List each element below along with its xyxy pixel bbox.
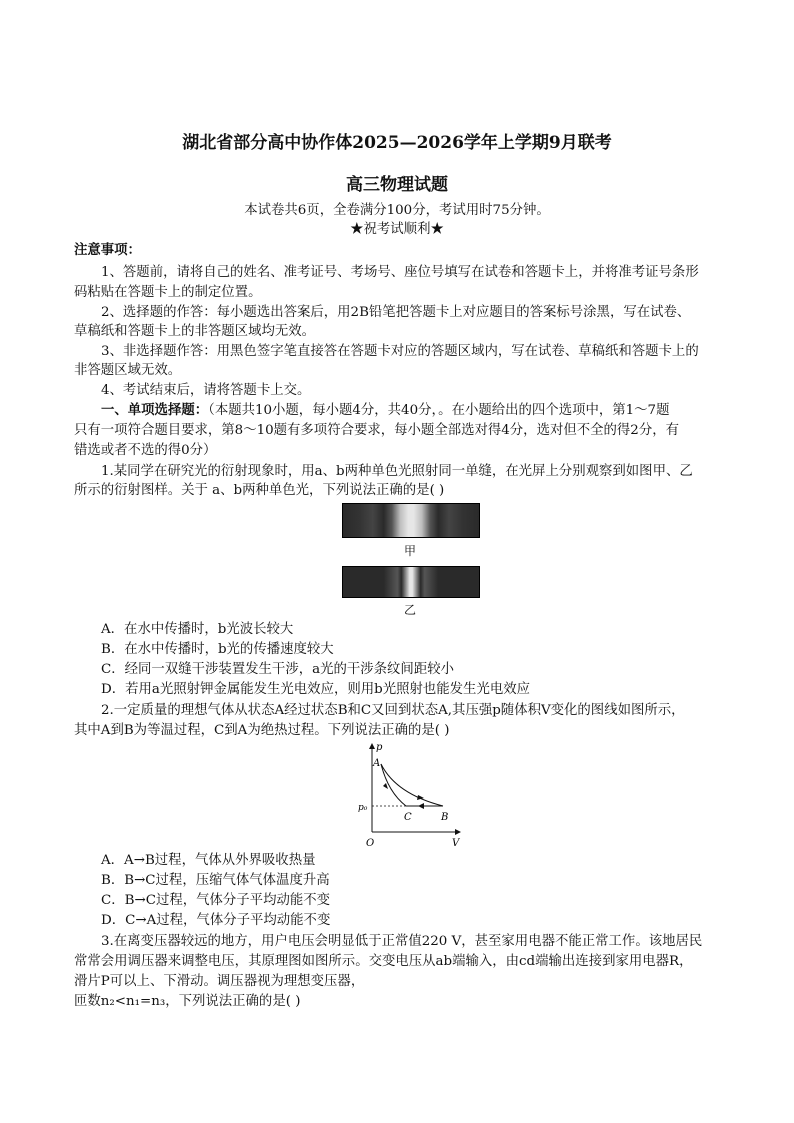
isotherm-ab (381, 764, 443, 806)
section1-line2: 只有一项符合题目要求，第8～10题有多项符合要求，每小题全部选对得4分，选对但不全的得2分，有 (74, 423, 680, 438)
section1-text1: （本题共10小题，每小题4分，共40分，。在小题给出的四个选项中，第1～7题 (208, 403, 670, 418)
note-3b: 非答题区域无效。 (74, 363, 182, 378)
exam-title: 湖北省部分高中协作体2025—2026学年上学期9月联考 (182, 133, 612, 153)
point-b-label: B (441, 812, 449, 823)
origin-label: O (366, 838, 375, 848)
figure-a-caption: 甲 (403, 544, 416, 558)
exam-info: 本试卷共6页，全卷满分100分，考试用时75分钟。 (244, 203, 550, 218)
p0-label: p₀ (358, 803, 368, 813)
figure-b-caption: 乙 (403, 603, 416, 617)
section1-heading: 一、单项选择题： (101, 402, 209, 418)
q3-stem-3: 滑片P可以上、下滑动。调压器视为理想变压器， (74, 974, 365, 989)
point-a-label: A (373, 758, 381, 769)
notes-heading: 注意事项： (74, 242, 141, 258)
q3-stem-4: 匝数n₂<n₁=n₃，下列说法正确的是( ) (74, 994, 301, 1009)
q2-option-c: C．B→C过程，气体分子平均动能不变 (101, 893, 331, 908)
diffraction-pattern-b (342, 566, 480, 598)
q2-option-a: A．A→B过程，气体从外界吸收热量 (101, 853, 316, 868)
arrow-ca (383, 783, 388, 789)
exam-subtitle: 高三物理试题 (346, 175, 448, 195)
q2-stem-1: 2.一定质量的理想气体从状态A经过状态B和C又回到状态A,其压强p随体积V变化的图线如图所示， (101, 703, 685, 718)
note-2a: 2、选择题的作答：每小题选出答案后，用2B铅笔把答题卡上对应题目的答案标号涂黑，写在试卷、 (101, 305, 691, 320)
exam-wish: ★祝考试顺利★ (350, 222, 444, 237)
note-2b: 草稿纸和答题卡上的非答题区域均无效。 (74, 324, 316, 339)
q1-option-c: C．经同一双缝干涉装置发生干涉，a光的干涉条纹间距较小 (101, 662, 454, 677)
q1-stem-1: 1.某同学在研究光的衍射现象时，用a、b两种单色光照射同一单缝，在光屏上分别观察到如图甲、乙 (101, 464, 693, 479)
section1-line3: 错选或者不选的得0分） (74, 443, 217, 458)
q2-stem-2: 其中A到B为等温过程，C到A为绝热过程。下列说法正确的是( ) (74, 723, 450, 738)
pv-diagram (348, 740, 468, 848)
q1-stem-2: 所示的衍射图样。关于 a、b两种单色光，下列说法正确的是( ) (74, 483, 445, 498)
p-axis-label: p (376, 742, 383, 753)
q1-option-d: D．若用a光照射钾金属能发生光电效应，则用b光照射也能发生光电效应 (101, 682, 531, 697)
arrow-bc (418, 803, 424, 809)
note-4: 4、考试结束后，请将答题卡上交。 (101, 383, 311, 398)
q3-stem-2: 常常会用调压器来调整电压，其原理图如图所示。交变电压从ab端输入，由cd端输出连接到家用电器R， (74, 954, 693, 969)
q2-option-b: B．B→C过程，压缩气体气体温度升高 (101, 873, 330, 888)
note-3a: 3、非选择题作答：用黑色签字笔直接答在答题卡对应的答题区域内，写在试卷、草稿纸和答题卡上的 (101, 344, 699, 359)
point-c-label: C (404, 812, 412, 823)
v-axis-label: V (452, 838, 460, 848)
note-1b: 码粘贴在答题卡上的制定位置。 (74, 285, 262, 300)
q1-option-b: B．在水中传播时，b光的传播速度较大 (101, 642, 334, 657)
note-1a: 1、答题前，请将自己的姓名、准考证号、考场号、座位号填写在试卷和答题卡上，并将准考证号条形 (101, 265, 699, 280)
q3-stem-1: 3.在离变压器较远的地方，用户电压会明显低于正常值220 V，甚至家用电器不能正常工作。该地居民 (101, 934, 703, 949)
diffraction-pattern-a (342, 503, 480, 538)
q1-option-a: A．在水中传播时，b光波长较大 (101, 622, 294, 637)
section1-line1 (101, 402, 669, 419)
q2-option-d: D．C→A过程，气体分子平均动能不变 (101, 913, 331, 928)
